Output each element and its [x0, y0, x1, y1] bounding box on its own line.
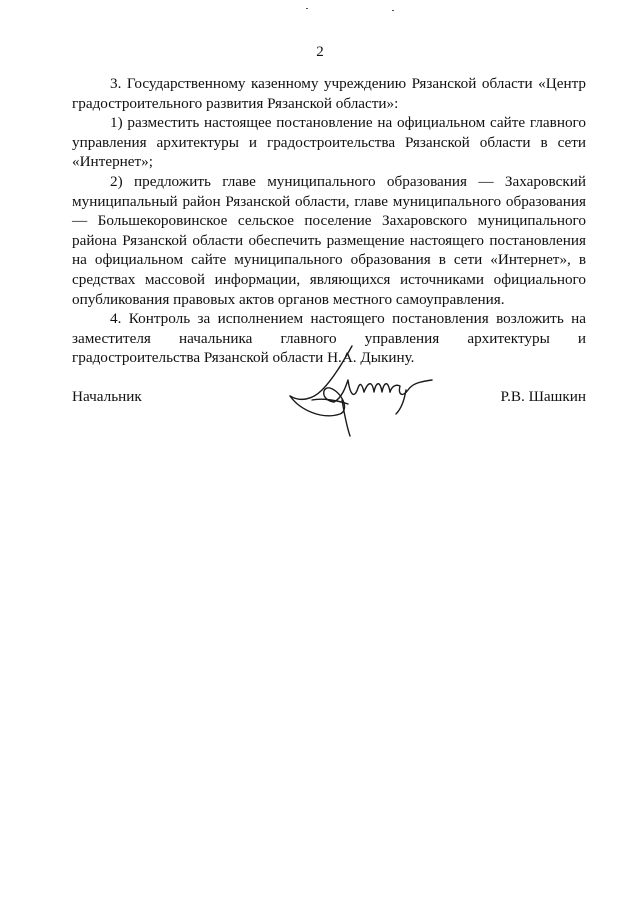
scan-artifact: [392, 10, 394, 11]
signatory-title: Начальник: [72, 388, 142, 405]
paragraph-item-3: 3. Государственному казенному учреждению Рязанской области «Центр градостроительного развития Рязанской области»:: [72, 75, 586, 112]
document-body: [72, 74, 586, 368]
paragraph-subitem-1: 1) разместить настоящее постановление на официальном сайте главного управления архитектуры и градостроительства Рязанской области в сети «Интернет»;: [72, 114, 586, 171]
signatory-name: Р.В. Шашкин: [500, 388, 586, 405]
handwritten-signature-icon: [282, 340, 452, 440]
paragraph-subitem-2: 2) предложить главе муниципального образования — Захаровский муниципальный район Рязанской области, главе муниципального образования — Большекоровинское сельское поселение Захаровского муниципального района Рязанской области обеспечить размещение настоящего постановления на официальном сайте муниципального образования в сети «Интернет», в средствах массовой информации, являющихся источниками официального опубликования правовых актов органов местного самоуправления.: [72, 172, 586, 308]
paragraph-item-4: 4. Контроль за исполнением настоящего постановления возложить на заместителя начальника главного управления архитектуры и градостроительства Рязанской области Н.А. Дыкину.: [72, 310, 586, 367]
scan-artifact: [306, 8, 308, 9]
page-number: 2: [316, 44, 324, 60]
